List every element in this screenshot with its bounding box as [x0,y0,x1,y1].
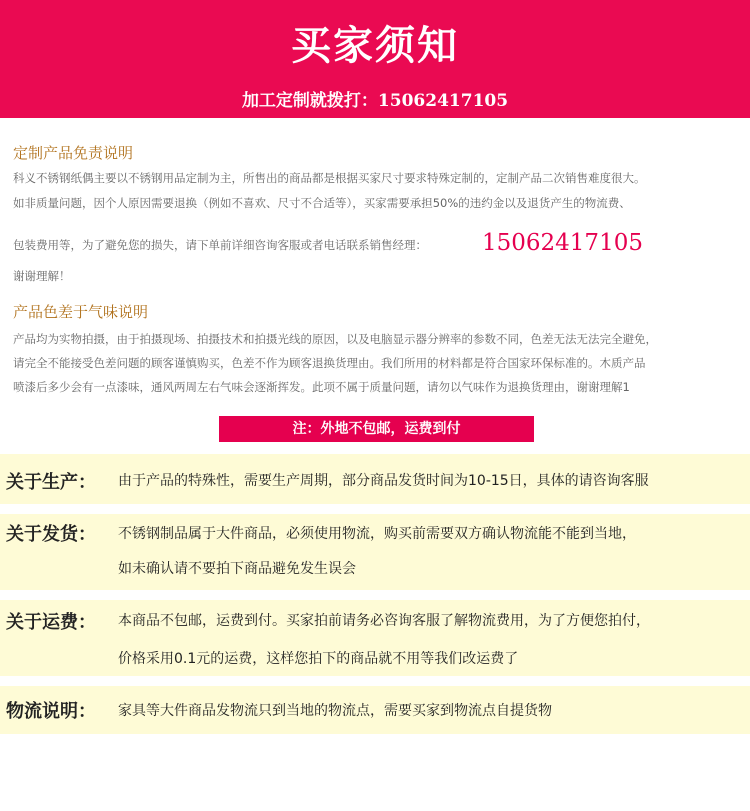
info-label: 关于生产： [6,472,96,493]
header-banner [0,0,750,118]
info-text: 本商品不包邮，运费到付。买家拍前请务必咨询客服了解物流费用，为了方便您拍付， [118,613,650,629]
info-block-shipping-fee [0,600,750,676]
info-label: 物流说明： [6,701,96,722]
info-text: 不锈钢制品属于大件商品，必须使用物流，购买前需要双方确认物流能不能到当地， [118,526,636,542]
info-block-logistics [0,686,750,734]
info-label: 关于发货： [6,524,96,545]
color-note-title: 产品色差于气味说明 [13,303,149,321]
custom-order-phone-line: 加工定制就拨打：15062417105 [241,91,509,111]
info-block-delivery [0,514,750,590]
color-note-line-1: 产品均为实物拍摄，由于拍摄现场、拍摄技术和拍摄光线的原因，以及电脑显示器分辨率的参数不同，色差无法无法完全避免， [13,332,657,346]
info-text: 价格采用0.1元的运费，这样您拍下的商品就不用等我们改运费了 [118,651,519,667]
disclaimer-line-1: 科义不锈钢纸偶主要以不锈钢用品定制为主，所售出的商品都是根据买家尺寸要求特殊定制的，定制产品二次销售难度很大。 [13,171,646,185]
sales-phone-number: 15062417105 [482,230,643,256]
info-text: 如未确认请不要拍下商品避免发生误会 [118,561,356,577]
disclaimer-title: 定制产品免责说明 [13,144,134,162]
disclaimer-line-4: 谢谢理解！ [13,269,71,283]
info-label: 关于运费： [6,612,96,633]
shipping-notice-banner: 注：外地不包邮，运费到付 [219,416,534,442]
page-title: 买家须知 [291,22,459,69]
disclaimer-line-2: 如非质量问题，因个人原因需要退换（例如不喜欢、尺寸不合适等），买家需要承担50%的违约金以及退货产生的物流费、 [13,196,631,210]
info-text: 家具等大件商品发物流只到当地的物流点，需要买家到物流点自提货物 [118,703,552,719]
info-block-production [0,454,750,504]
color-note-line-2: 请完全不能接受色差问题的顾客谨慎购买，色差不作为顾客退换货理由。我们所用的材料都是符合国家环保标准的。木质产品 [13,356,646,370]
info-text: 由于产品的特殊性，需要生产周期，部分商品发货时间为10-15日，具体的请咨询客服 [118,473,649,489]
disclaimer-line-3: 包装费用等，为了避免您的损失，请下单前详细咨询客服或者电话联系销售经理： [13,238,427,252]
color-note-line-3: 喷漆后多少会有一点漆味，通风两周左右气味会逐渐挥发。此项不属于质量问题，请勿以气味作为退换货理由，谢谢理解1 [13,380,630,394]
